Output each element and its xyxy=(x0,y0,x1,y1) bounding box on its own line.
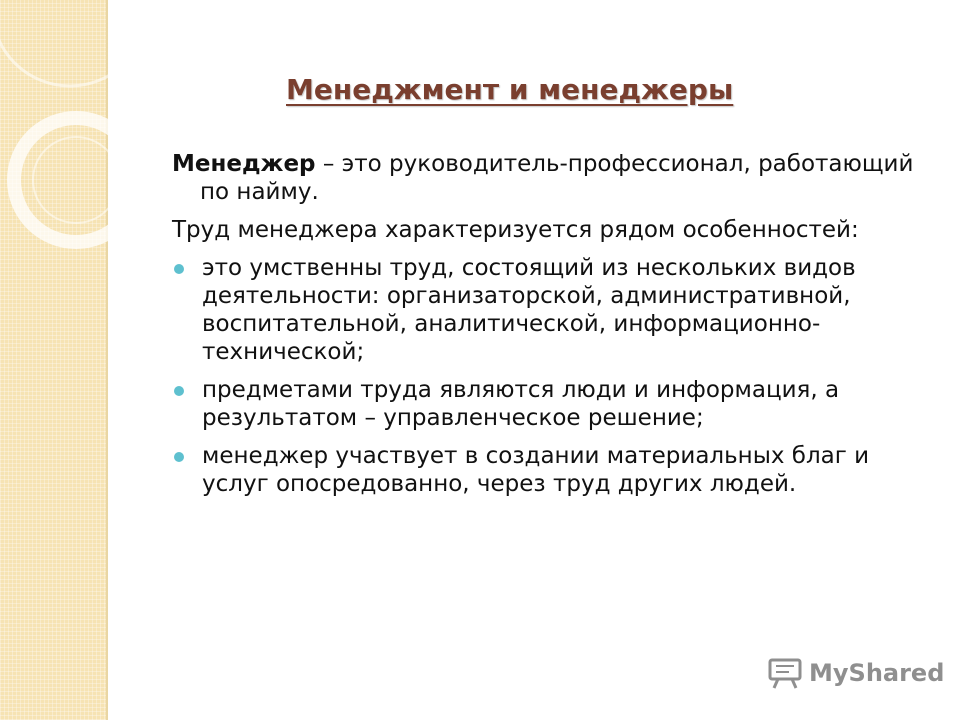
myshared-watermark xyxy=(767,655,944,691)
presentation-board-icon xyxy=(767,657,803,689)
definition-term: Менеджер xyxy=(172,151,316,177)
bullet-dot-icon xyxy=(174,264,184,274)
decorative-circles xyxy=(0,0,130,320)
list-item-text: это умственны труд, состоящий из нескольких видов деятельности: организаторской, административной, воспитательной, аналитической, информационно-технической; xyxy=(202,255,856,365)
slide-title: Менеджмент и менеджеры xyxy=(286,73,734,106)
definition-paragraph xyxy=(172,150,932,206)
list-item xyxy=(172,254,932,366)
list-item-text: предметами труда являются люди и информация, а результатом – управленческое решение; xyxy=(202,377,840,431)
list-item-text: менеджер участвует в создании материальных благ и услуг опосредованно, через труд других людей. xyxy=(202,443,870,497)
intro-paragraph: Труд менеджера характеризуется рядом особенностей: xyxy=(172,217,859,243)
bullet-dot-icon xyxy=(174,452,184,462)
bullet-dot-icon xyxy=(174,386,184,396)
feature-list xyxy=(172,254,932,498)
list-item xyxy=(172,376,932,432)
definition-text: – это руководитель-профессионал, работающий по найму. xyxy=(200,151,914,205)
slide-body xyxy=(172,150,932,508)
watermark-text: MyShared xyxy=(809,659,945,687)
list-item xyxy=(172,442,932,498)
